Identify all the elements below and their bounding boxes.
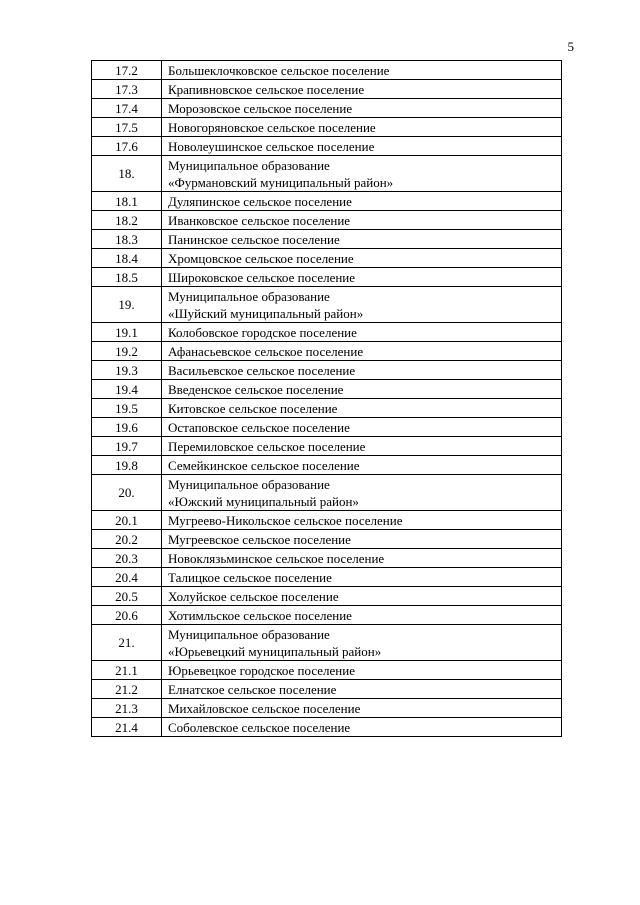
row-name: [162, 718, 562, 737]
row-name: [162, 568, 562, 587]
row-name: [162, 511, 562, 530]
row-number: 19.7: [92, 437, 162, 456]
row-number: 18.: [92, 156, 162, 192]
row-name-line: Новолеушинское сельское поселение: [168, 138, 375, 154]
table-body: [92, 61, 562, 737]
row-name: [162, 268, 562, 287]
row-name-line: Мугреево-Никольское сельское поселение: [168, 512, 403, 528]
row-number: 20.2: [92, 530, 162, 549]
row-name-line: Муниципальное образование: [168, 288, 330, 304]
row-name: [162, 99, 562, 118]
row-name-line: Колобовское городское поселение: [168, 324, 357, 340]
row-name: [162, 61, 562, 80]
row-name: [162, 530, 562, 549]
table-row: [92, 156, 562, 192]
row-name: [162, 606, 562, 625]
row-name-line: Мугреевское сельское поселение: [168, 531, 351, 547]
row-name: [162, 118, 562, 137]
row-number: 19.2: [92, 342, 162, 361]
row-name: [162, 323, 562, 342]
row-name: [162, 475, 562, 511]
table-row: [92, 661, 562, 680]
row-number: 20.1: [92, 511, 162, 530]
row-number: 20.5: [92, 587, 162, 606]
row-number: 17.6: [92, 137, 162, 156]
table-row: [92, 211, 562, 230]
row-name-line: Китовское сельское поселение: [168, 400, 338, 416]
row-name-line: Хромцовское сельское поселение: [168, 250, 354, 266]
row-number: 19.1: [92, 323, 162, 342]
row-name-line: «Шуйский муниципальный район»: [168, 305, 364, 321]
row-name: [162, 418, 562, 437]
row-name-line: Иванковское сельское поселение: [168, 212, 351, 228]
table-row: [92, 568, 562, 587]
row-name: [162, 625, 562, 661]
row-name-line: Перемиловское сельское поселение: [168, 438, 366, 454]
row-name-line: Семейкинское сельское поселение: [168, 457, 360, 473]
table-row: [92, 606, 562, 625]
row-name: [162, 361, 562, 380]
row-name: [162, 192, 562, 211]
table-row: [92, 718, 562, 737]
row-number: 21.: [92, 625, 162, 661]
row-name: [162, 680, 562, 699]
table-row: [92, 361, 562, 380]
table-row: [92, 137, 562, 156]
table-row: [92, 437, 562, 456]
row-number: 21.2: [92, 680, 162, 699]
row-number: 19.6: [92, 418, 162, 437]
row-name: [162, 137, 562, 156]
table-row: [92, 268, 562, 287]
row-name: [162, 380, 562, 399]
row-name-line: Михайловское сельское поселение: [168, 700, 361, 716]
row-name: [162, 437, 562, 456]
table-row: [92, 99, 562, 118]
row-number: 18.2: [92, 211, 162, 230]
table-row: [92, 342, 562, 361]
table-row: [92, 61, 562, 80]
table-row: [92, 80, 562, 99]
row-name-line: Широковское сельское поселение: [168, 269, 356, 285]
row-name-line: Введенское сельское поселение: [168, 381, 344, 397]
table-row: [92, 625, 562, 661]
row-name: [162, 699, 562, 718]
row-name-line: Новоклязьминское сельское поселение: [168, 550, 385, 566]
row-name: [162, 211, 562, 230]
table-row: [92, 680, 562, 699]
row-name: [162, 156, 562, 192]
row-number: 18.3: [92, 230, 162, 249]
row-name-line: Морозовское сельское поселение: [168, 100, 353, 116]
row-number: 21.3: [92, 699, 162, 718]
row-name-line: Муниципальное образование: [168, 626, 330, 642]
row-name-line: Васильевское сельское поселение: [168, 362, 356, 378]
row-name-line: Крапивновское сельское поселение: [168, 81, 365, 97]
row-name: [162, 80, 562, 99]
table-row: [92, 118, 562, 137]
row-name: [162, 342, 562, 361]
row-name-line: Хотимльское сельское поселение: [168, 607, 352, 623]
table-row: [92, 587, 562, 606]
row-name-line: Дуляпинское сельское поселение: [168, 193, 352, 209]
table-row: [92, 699, 562, 718]
table-row: [92, 418, 562, 437]
row-number: 20.6: [92, 606, 162, 625]
row-name-line: Остаповское сельское поселение: [168, 419, 350, 435]
row-name: [162, 661, 562, 680]
row-number: 18.4: [92, 249, 162, 268]
row-name: [162, 587, 562, 606]
table-row: [92, 230, 562, 249]
row-number: 20.4: [92, 568, 162, 587]
page-number: 5: [567, 39, 574, 54]
table-row: [92, 380, 562, 399]
table-row: [92, 399, 562, 418]
row-number: 19.: [92, 287, 162, 323]
row-number: 18.1: [92, 192, 162, 211]
row-number: 20.3: [92, 549, 162, 568]
table-row: [92, 323, 562, 342]
row-number: 18.5: [92, 268, 162, 287]
row-number: 17.3: [92, 80, 162, 99]
row-name: [162, 249, 562, 268]
row-name-line: Панинское сельское поселение: [168, 231, 340, 247]
row-name-line: «Юрьевецкий муниципальный район»: [168, 643, 382, 659]
row-name-line: Афанасьевское сельское поселение: [168, 343, 364, 359]
row-name-line: Юрьевецкое городское поселение: [168, 662, 355, 678]
table-row: [92, 530, 562, 549]
row-name-line: Муниципальное образование: [168, 157, 330, 173]
row-number: 19.3: [92, 361, 162, 380]
table-row: [92, 475, 562, 511]
row-name-line: Соболевское сельское поселение: [168, 719, 351, 735]
row-name-line: Новогоряновское сельское поселение: [168, 119, 376, 135]
table-row: [92, 456, 562, 475]
table-row: [92, 549, 562, 568]
row-name-line: Муниципальное образование: [168, 476, 330, 492]
row-number: 21.4: [92, 718, 162, 737]
row-number: 19.5: [92, 399, 162, 418]
table-row: [92, 192, 562, 211]
row-name-line: Талицкое сельское поселение: [168, 569, 332, 585]
row-number: 19.4: [92, 380, 162, 399]
row-name: [162, 399, 562, 418]
row-name: [162, 287, 562, 323]
row-number: 20.: [92, 475, 162, 511]
table-row: [92, 511, 562, 530]
row-number: 17.2: [92, 61, 162, 80]
row-number: 17.5: [92, 118, 162, 137]
table-row: [92, 249, 562, 268]
municipalities-table: [91, 60, 562, 737]
row-number: 21.1: [92, 661, 162, 680]
row-name-line: Большеклочковское сельское поселение: [168, 62, 390, 78]
row-name: [162, 549, 562, 568]
table-row: [92, 287, 562, 323]
row-name-line: Холуйское сельское поселение: [168, 588, 339, 604]
row-number: 17.4: [92, 99, 162, 118]
row-name-line: Елнатское сельское поселение: [168, 681, 337, 697]
row-name: [162, 230, 562, 249]
row-name-line: «Южский муниципальный район»: [168, 493, 359, 509]
row-name: [162, 456, 562, 475]
row-name-line: «Фурмановский муниципальный район»: [168, 174, 394, 190]
row-number: 19.8: [92, 456, 162, 475]
